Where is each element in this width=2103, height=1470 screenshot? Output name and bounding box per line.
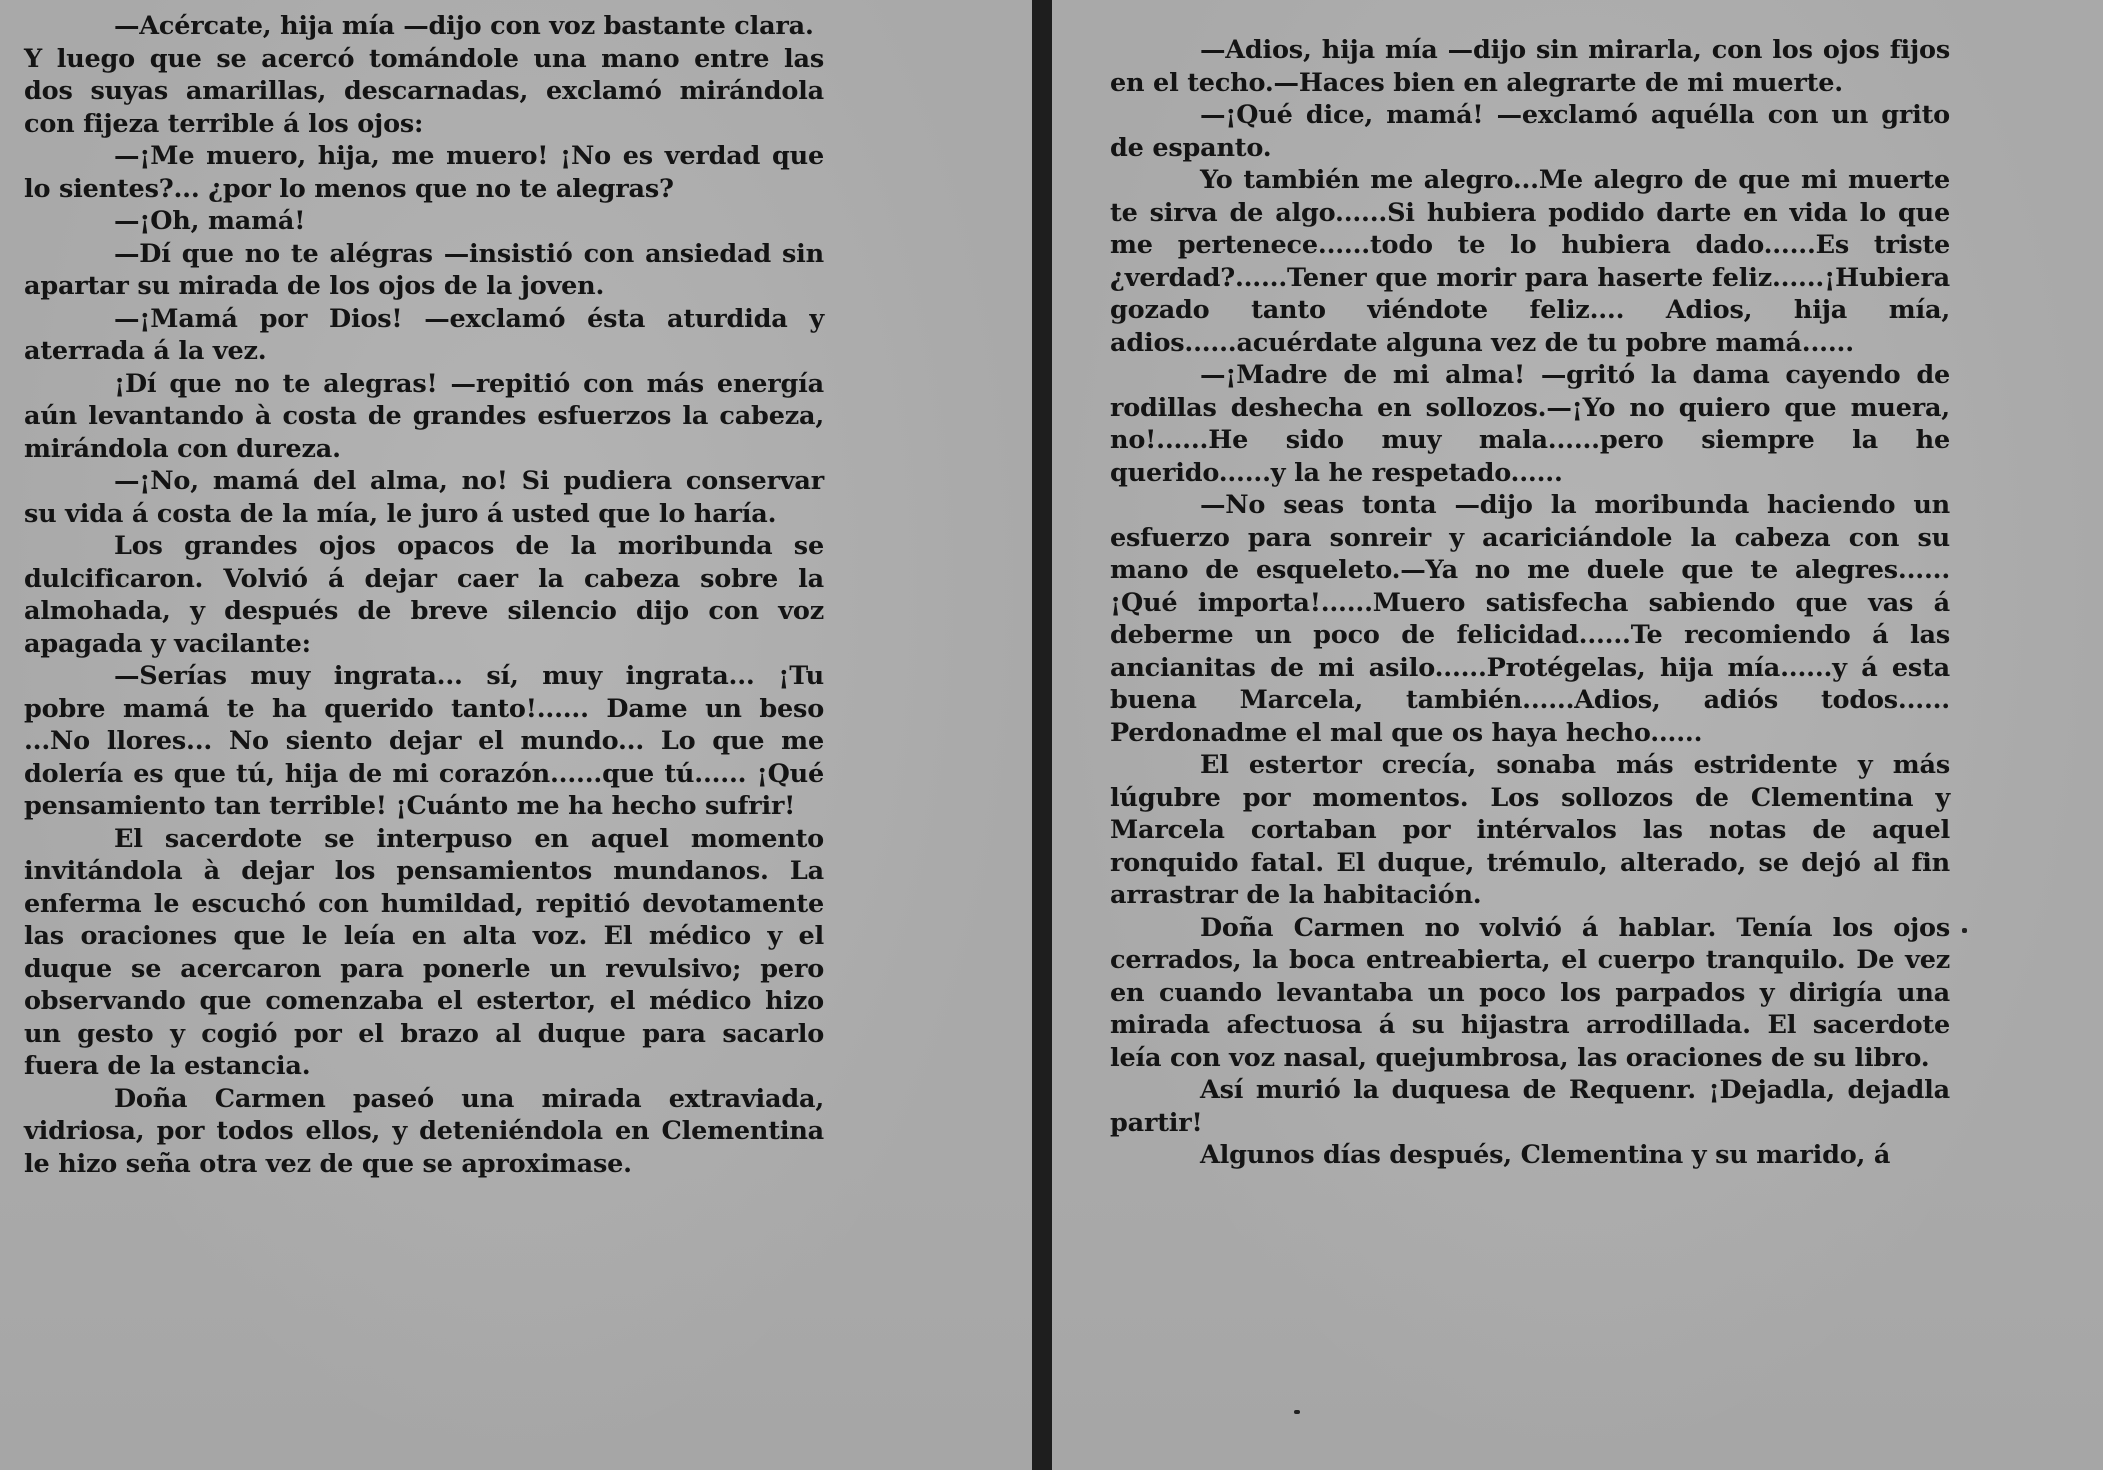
paragraph: Algunos días después, Clementina y su marido, á xyxy=(1200,1140,1891,1170)
paragraph: El estertor crecía, sonaba más estridente y más lúgubre por momentos. Los sollozos de Clementina y Marcela cortaban por intérvalos las notas de aquel ronquido fatal. El duque, trémulo, alterado, se dejó al fin arrastrar de la habitación. xyxy=(1110,750,1950,910)
book-gutter xyxy=(1032,0,1052,1470)
paragraph: —Dí que no te alégras —insistió con ansiedad sin apartar su mirada de los ojos de la joven. xyxy=(24,238,824,301)
print-speck xyxy=(1294,1410,1300,1414)
paragraph: El sacerdote se interpuso en aquel momento invitándola à dejar los pensamientos mundanos. La enferma le escuchó con humildad, repitió devotamente las oraciones que le leía en alta voz. El médico y el duque se acercaron para ponerle un revulsivo; pero observando que comenzaba el estertor, el médico hizo un gesto y cogió por el brazo al duque para sacarlo fuera de la estancia. xyxy=(24,823,824,1081)
paragraph: Doña Carmen paseó una mirada extraviada, vidriosa, por todos ellos, y deteniéndola en Clementina le hizo seña otra vez de que se aproximase. xyxy=(24,1083,824,1179)
paragraph: Y luego que se acercó tomándole una mano entre las dos suyas amarillas, descarnadas, exclamó mirándola con fijeza terrible á los ojos: xyxy=(24,43,824,139)
paragraph: —Serías muy ingrata... sí, muy ingrata... ¡Tu pobre mamá te ha querido tanto!...... Dame un beso ...No llores... No siento dejar el mundo... Lo que me dolería es que tú, hija de mi corazón......que tú...... ¡Qué pensamiento tan terrible! ¡Cuánto me ha hecho sufrir! xyxy=(24,661,824,821)
print-speck xyxy=(1962,928,1967,933)
paragraph: Los grandes ojos opacos de la moribunda se dulcificaron. Volvió á dejar caer la cabeza sobre la almohada, y después de breve silencio dijo con voz apagada y vacilante: xyxy=(24,531,824,659)
paragraph: —Acércate, hija mía —dijo con voz bastante clara. xyxy=(114,11,814,41)
paragraph: —¡Madre de mi alma! —gritó la dama cayendo de rodillas deshecha en sollozos.—¡Yo no quiero que muera, no!......He sido muy mala......pero siempre la he querido......y la he respetado...... xyxy=(1110,360,1950,488)
left-page-text xyxy=(24,10,824,1180)
paragraph: —¡Oh, mamá! xyxy=(114,206,306,236)
paragraph: —¡Mamá por Dios! —exclamó ésta aturdida y aterrada á la vez. xyxy=(24,303,824,366)
paragraph: —No seas tonta —dijo la moribunda haciendo un esfuerzo para sonreir y acariciándole la cabeza con su mano de esqueleto.—Ya no me duele que te alegres...... ¡Qué importa!......Muero satisfecha sabiendo que vas á deberme un poco de felicidad......Te recomiendo á las ancianitas de mi asilo......Protégelas, hija mía......y á esta buena Marcela, también......Adios, adiós todos...... Perdonadme el mal que os haya hecho...... xyxy=(1110,490,1950,748)
paragraph: —¡Qué dice, mamá! —exclamó aquélla con un grito de espanto. xyxy=(1110,100,1950,163)
paragraph: —Adios, hija mía —dijo sin mirarla, con los ojos fijos en el techo.—Haces bien en alegrarte de mi muerte. xyxy=(1110,35,1950,98)
right-page xyxy=(1052,0,2103,1470)
paragraph: Yo también me alegro...Me alegro de que mi muerte te sirva de algo......Si hubiera podido darte en vida lo que me pertenece......todo te lo hubiera dado......Es triste ¿verdad?......Tener que morir para haserte feliz......¡Hubiera gozado tanto viéndote feliz.... Adios, hija mía, adios......acuérdate alguna vez de tu pobre mamá...... xyxy=(1110,165,1950,358)
paragraph: ¡Dí que no te alegras! —repitió con más energía aún levantando à costa de grandes esfuerzos la cabeza, mirándola con dureza. xyxy=(24,368,824,464)
paragraph: Doña Carmen no volvió á hablar. Tenía los ojos cerrados, la boca entreabierta, el cuerpo tranquilo. De vez en cuando levantaba un poco los parpados y dirigía una mirada afectuosa á su hijastra arrodillada. El sacerdote leía con voz nasal, quejumbrosa, las oraciones de su libro. xyxy=(1110,912,1950,1073)
paragraph: —¡Me muero, hija, me muero! ¡No es verdad que lo sientes?... ¿por lo menos que no te alegras? xyxy=(24,141,824,204)
left-page xyxy=(0,0,1032,1470)
paragraph: Así murió la duquesa de Requenr. ¡Dejadla, dejadla partir! xyxy=(1110,1075,1950,1138)
paragraph: —¡No, mamá del alma, no! Si pudiera conservar su vida á costa de la mía, le juro á usted que lo haría. xyxy=(24,466,824,529)
right-page-text xyxy=(1110,34,1950,1172)
